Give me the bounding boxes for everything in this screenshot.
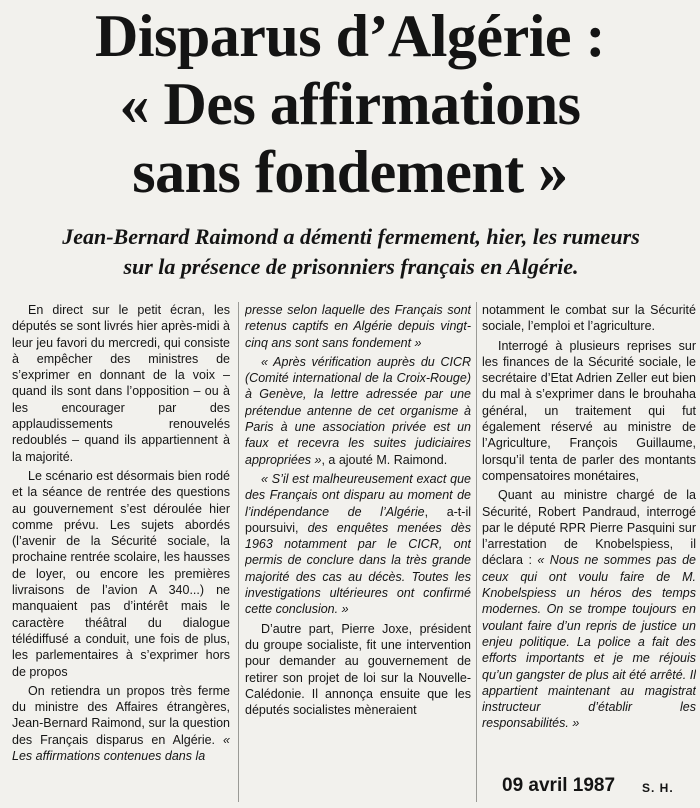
quote-text: « Nous ne sommes pas de ceux qui ont voulu faire de M. Knobelspiess un héros des temps modernes. On se trompe toujours en voulant faire d’un repris de justice un enjeu politique. La police a fait des efforts importants et je me réjouis qu’un gangster de plus ait été arrêté. Il appartient maintenant au magistrat instructeur d’établir les responsabilités. » bbox=[482, 553, 696, 731]
subheadline-line-1: Jean-Bernard Raimond a démenti fermement, hier, les rumeurs bbox=[62, 224, 640, 249]
paragraph: En direct sur le petit écran, les députés se sont livrés hier après-midi à leur jeu favori du mercredi, qui consiste à empêcher des ministres de s’exprimer en donnant de la voix – quand ils sont dans l’opposition – ou à les encourager par des applaudissements renouvelés redoublés – quand ils appartiennent à la majorité. bbox=[12, 303, 230, 464]
paragraph bbox=[245, 302, 471, 351]
article-column-1 bbox=[12, 302, 230, 802]
column-divider bbox=[476, 302, 477, 802]
paragraph bbox=[245, 471, 471, 618]
headline-line-2: « Des affirmations bbox=[119, 71, 581, 137]
quote-text: des enquêtes menées dès 1963 notamment par le CICR, ont permis de conclure dans la très grande majorité des cas au décès. Toutes les investigations ultérieures ont confirmé cette conclusion. » bbox=[245, 520, 471, 617]
paragraph-text: , a ajouté M. Raimond. bbox=[321, 452, 448, 467]
paragraph bbox=[245, 354, 471, 468]
subheadline bbox=[6, 222, 696, 282]
headline-line-1: Disparus d’Algérie : bbox=[95, 3, 605, 69]
quote-text: « S’il est malheureusement exact que des Français ont disparu au moment de l’indépendance de l’Algérie bbox=[245, 471, 471, 519]
paragraph-text: On retiendra un propos très ferme du ministre des Affaires étrangères, Jean-Bernard Raimond, sur la question des Français disparus en Algérie. bbox=[12, 683, 230, 747]
column-divider bbox=[238, 302, 239, 802]
subheadline-line-2: sur la présence de prisonniers français en Algérie. bbox=[123, 254, 579, 279]
paragraph: notamment le combat sur la Sécurité sociale, l’emploi et l’agriculture. bbox=[482, 303, 696, 334]
paragraph-text: Quant au ministre chargé de la Sécurité, Robert Pandraud, interrogé par le député RPR Pierre Pasquini sur l’arrestation de Knobelspiess, il déclara : bbox=[482, 488, 696, 568]
headline-line-3: sans fondement » bbox=[132, 139, 568, 205]
article-column-3 bbox=[482, 302, 696, 772]
quote-text: « Les affirmations contenues dans la bbox=[12, 732, 230, 764]
paragraph bbox=[482, 487, 696, 731]
quote-text: presse selon laquelle des Français sont retenus captifs en Algérie depuis vingt-cinq ans sont sans fondement » bbox=[245, 303, 471, 350]
paragraph: Interrogé à plusieurs reprises sur les finances de la Sécurité sociale, le secrétaire d’Etat Adrien Zeller eut bien du mal à s’exprimer dans le brouhaha général, un traitement qui fut également réservé au ministre de l’Agriculture, François Guillaume, lorsqu’il tenta de parler des montants compensatoires monétaires, bbox=[482, 338, 696, 483]
paragraph: D’autre part, Pierre Joxe, président du groupe socialiste, fit une intervention pour demander au gouvernement de retirer son projet de loi sur la Nouvelle-Calédonie. Il annonça ensuite que les députés socialistes mèneraient bbox=[245, 621, 471, 718]
paragraph: Le scénario est désormais bien rodé et la séance de rentrée des questions au gouvernement s’est déroulée hier comme prévu. Les sujets abordés (l’avenir de la Sécurité sociale, la prochaine rentrée scolaire, les hausses de loyer, ou encore les premières livraisons de l’avion A 340...) ne manquaient pas d’intérêt mais le caractère théâtral du dialogue télédiffusé a conduit, une fois de plus, les parlementaires à s’exprimer hors de propos bbox=[12, 468, 230, 679]
paragraph-text: , a-t-il poursuivi, bbox=[245, 504, 471, 535]
publication-date: 09 avril 1987 bbox=[502, 775, 616, 796]
paragraph bbox=[12, 683, 230, 764]
quote-text: « Après vérification auprès du CICR (Comité international de la Croix-Rouge) à Genève, la lettre adressée par une prétendue antenne de cet organisme à Paris à une association privée est un faux et recevra les suites judiciaires appropriées » bbox=[245, 354, 471, 467]
headline bbox=[0, 2, 700, 206]
author-initials: S. H. bbox=[642, 781, 674, 795]
article-column-2 bbox=[245, 302, 471, 802]
